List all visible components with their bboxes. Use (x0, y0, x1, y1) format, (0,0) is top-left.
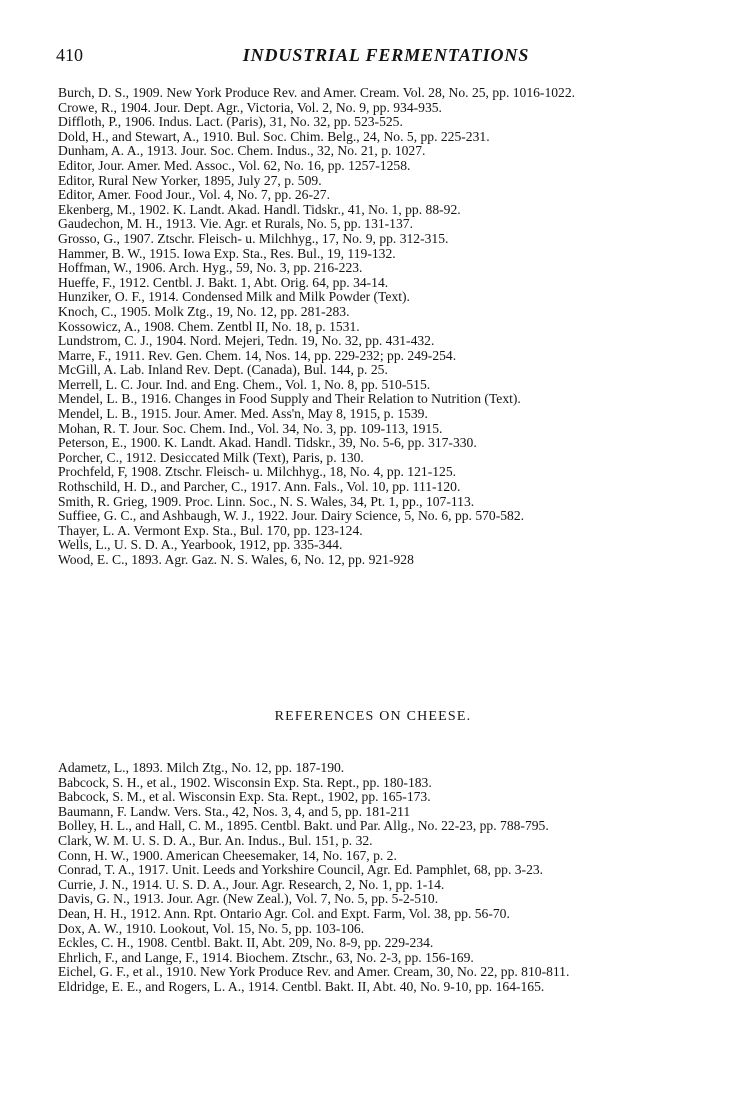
reference-entry: Ehrlich, F., and Lange, F., 1914. Biochem. Ztschr., 63, No. 2-3, pp. 156-169. (58, 949, 474, 965)
reference-list-general (58, 86, 688, 568)
reference-entry: Eckles, C. H., 1908. Centbl. Bakt. II, Abt. 209, No. 8-9, pp. 229-234. (58, 935, 434, 951)
reference-entry: Burch, D. S., 1909. New York Produce Rev. and Amer. Cream. Vol. 28, No. 25, pp. 1016-1022. (58, 85, 576, 100)
reference-entry: Babcock, S. M., et al. Wisconsin Exp. Sta. Rept., 1902, pp. 165-173. (58, 789, 431, 805)
reference-entry: Eichel, G. F., et al., 1910. New York Produce Rev. and Amer. Cream, 30, No. 22, pp. 810-811. (58, 964, 570, 980)
reference-entry: McGill, A. Lab. Inland Rev. Dept. (Canada), Bul. 144, p. 25. (58, 362, 388, 378)
reference-entry: Wells, L., U. S. D. A., Yearbook, 1912, pp. 335-344. (58, 537, 343, 553)
reference-entry: Mendel, L. B., 1915. Jour. Amer. Med. Ass'n, May 8, 1915, p. 1539. (58, 406, 428, 422)
reference-entry: Prochfeld, F, 1908. Ztschr. Fleisch- u. Milchhyg., 18, No. 4, pp. 121-125. (58, 464, 457, 480)
reference-entry: Editor, Jour. Amer. Med. Assoc., Vol. 62, No. 16, pp. 1257-1258. (58, 157, 411, 173)
reference-entry: Crowe, R., 1904. Jour. Dept. Agr., Victoria, Vol. 2, No. 9, pp. 934-935. (58, 99, 442, 115)
reference-entry: Dean, H. H., 1912. Ann. Rpt. Ontario Agr. Col. and Expt. Farm, Vol. 38, pp. 56-70. (58, 905, 510, 921)
reference-entry: Dold, H., and Stewart, A., 1910. Bul. Soc. Chim. Belg., 24, No. 5, pp. 225-231. (58, 128, 490, 144)
page-number: 410 (56, 45, 83, 65)
reference-entry: Knoch, C., 1905. Molk Ztg., 19, No. 12, pp. 281-283. (58, 303, 350, 319)
reference-entry: Bolley, H. L., and Hall, C. M., 1895. Centbl. Bakt. und Par. Allg., No. 22-23, pp. 788-795. (58, 818, 549, 834)
section-heading-cheese: REFERENCES ON CHEESE. (274, 709, 472, 724)
reference-entry: Babcock, S. H., et al., 1902. Wisconsin Exp. Sta. Rept., pp. 180-183. (58, 774, 432, 790)
reference-entry: Thayer, L. A. Vermont Exp. Sta., Bul. 170, pp. 123-124. (58, 522, 363, 538)
reference-entry: Editor, Rural New Yorker, 1895, July 27, p. 509. (58, 172, 322, 188)
reference-entry: Hueffe, F., 1912. Centbl. J. Bakt. 1, Abt. Orig. 64, pp. 34-14. (58, 274, 389, 290)
reference-entry: Mendel, L. B., 1916. Changes in Food Supply and Their Relation to Nutrition (Text). (58, 391, 521, 407)
reference-entry: Hammer, B. W., 1915. Iowa Exp. Sta., Res. Bul., 19, 119-132. (58, 245, 396, 261)
reference-entry: Rothschild, H. D., and Parcher, C., 1917. Ann. Fals., Vol. 10, pp. 111-120. (58, 479, 461, 495)
reference-entry: Lundstrom, C. J., 1904. Nord. Mejeri, Tedn. 19, No. 32, pp. 431-432. (58, 333, 435, 349)
reference-entry: Hunziker, O. F., 1914. Condensed Milk and Milk Powder (Text). (58, 289, 410, 305)
reference-entry: Clark, W. M. U. S. D. A., Bur. An. Indus., Bul. 151, p. 32. (58, 832, 373, 848)
reference-entry: Davis, G. N., 1913. Jour. Agr. (New Zeal.), Vol. 7, No. 5, pp. 5-2-510. (58, 891, 439, 907)
reference-entry: Conrad, T. A., 1917. Unit. Leeds and Yorkshire Council, Agr. Ed. Pamphlet, 68, pp. 3-23. (58, 862, 544, 878)
reference-entry: Baumann, F. Landw. Vers. Sta., 42, Nos. 3, 4, and 5, pp. 181-211 (58, 803, 411, 819)
page-header (56, 44, 686, 68)
reference-entry: Diffloth, P., 1906. Indus. Lact. (Paris), 31, No. 32, pp. 523-525. (58, 114, 403, 130)
reference-entry: Merrell, L. C. Jour. Ind. and Eng. Chem., Vol. 1, No. 8, pp. 510-515. (58, 376, 431, 392)
reference-entry: Kossowicz, A., 1908. Chem. Zentbl II, No. 18, p. 1531. (58, 318, 360, 334)
reference-entry: Grosso, G., 1907. Ztschr. Fleisch- u. Milchhyg., 17, No. 9, pp. 312-315. (58, 230, 449, 246)
reference-entry: Hoffman, W., 1906. Arch. Hyg., 59, No. 3, pp. 216-223. (58, 260, 363, 276)
reference-entry: Adametz, L., 1893. Milch Ztg., No. 12, pp. 187-190. (58, 760, 345, 775)
reference-entry: Dunham, A. A., 1913. Jour. Soc. Chem. Indus., 32, No. 21, p. 1027. (58, 143, 426, 159)
reference-entry: Peterson, E., 1900. K. Landt. Akad. Handl. Tidskr., 39, No. 5-6, pp. 317-330. (58, 435, 477, 451)
reference-entry: Porcher, C., 1912. Desiccated Milk (Text), Paris, p. 130. (58, 449, 364, 465)
reference-list-cheese (58, 761, 688, 995)
reference-entry: Dox, A. W., 1910. Lookout, Vol. 15, No. 5, pp. 103-106. (58, 920, 365, 936)
reference-entry: Conn, H. W., 1900. American Cheesemaker, 14, No. 167, p. 2. (58, 847, 397, 863)
reference-entry: Smith, R. Grieg, 1909. Proc. Linn. Soc., N. S. Wales, 34, Pt. 1, pp., 107-113. (58, 493, 475, 509)
reference-entry: Mohan, R. T. Jour. Soc. Chem. Ind., Vol. 34, No. 3, pp. 109-113, 1915. (58, 420, 443, 436)
reference-entry: Gaudechon, M. H., 1913. Vie. Agr. et Rurals, No. 5, pp. 131-137. (58, 216, 413, 232)
reference-entry: Marre, F., 1911. Rev. Gen. Chem. 14, Nos. 14, pp. 229-232; pp. 249-254. (58, 347, 457, 363)
reference-entry: Suffiee, G. C., and Ashbaugh, W. J., 1922. Jour. Dairy Science, 5, No. 6, pp. 570-582. (58, 508, 525, 524)
reference-entry: Editor, Amer. Food Jour., Vol. 4, No. 7, pp. 26-27. (58, 187, 330, 203)
reference-entry: Ekenberg, M., 1902. K. Landt. Akad. Handl. Tidskr., 41, No. 1, pp. 88-92. (58, 201, 461, 217)
running-title: INDUSTRIAL FERMENTATIONS (242, 45, 530, 65)
reference-entry: Eldridge, E. E., and Rogers, L. A., 1914. Centbl. Bakt. II, Abt. 40, No. 9-10, pp. 164-165. (58, 978, 545, 994)
reference-entry: Currie, J. N., 1914. U. S. D. A., Jour. Agr. Research, 2, No. 1, pp. 1-14. (58, 876, 445, 892)
reference-entry: Wood, E. C., 1893. Agr. Gaz. N. S. Wales, 6, No. 12, pp. 921-928 (58, 552, 414, 567)
